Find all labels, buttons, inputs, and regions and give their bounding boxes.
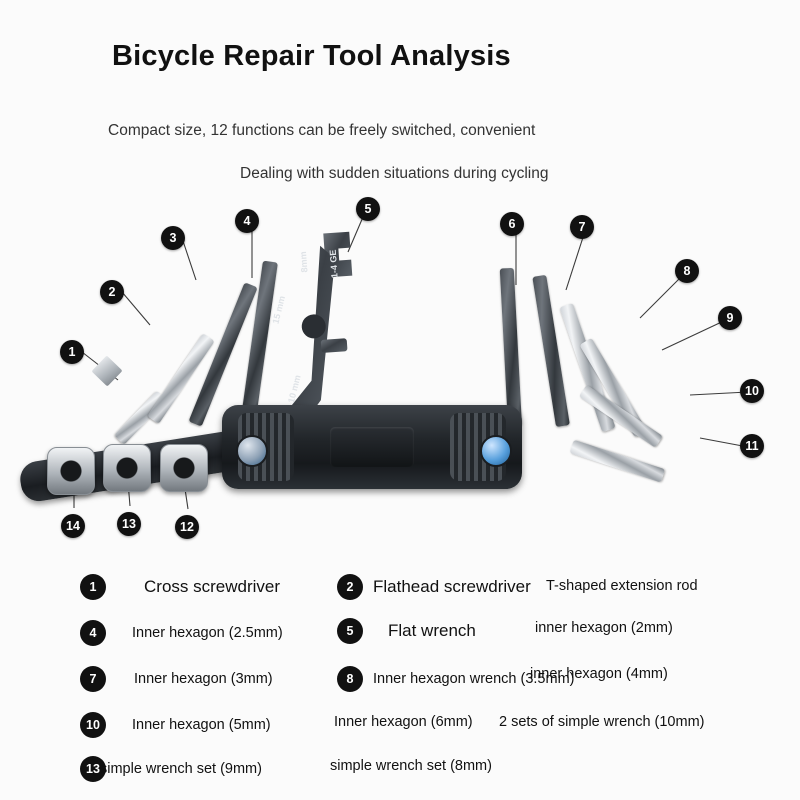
callout-12[interactable]: 12 xyxy=(175,515,199,539)
legend-bubble-13: 13 xyxy=(80,756,106,782)
legend-label-2: Flathead screwdriver xyxy=(373,577,531,596)
callout-9[interactable]: 9 xyxy=(718,306,742,330)
legend-item-4 xyxy=(80,620,283,646)
multitool-body xyxy=(222,405,522,489)
legend xyxy=(0,560,800,800)
legend-item-7 xyxy=(80,666,273,692)
subtitle-line-1: Compact size, 12 functions can be freely switched, convenient xyxy=(108,122,536,139)
legend-item-1 xyxy=(80,574,280,600)
socket-12-10mm xyxy=(160,444,208,492)
callout-4[interactable]: 4 xyxy=(235,209,259,233)
multitool-illustration xyxy=(0,190,800,560)
legend-bubble-10: 10 xyxy=(80,712,106,738)
callout-8[interactable]: 8 xyxy=(675,259,699,283)
callout-3[interactable]: 3 xyxy=(161,226,185,250)
legend-item-12 xyxy=(499,714,704,730)
legend-bubble-8: 8 xyxy=(337,666,363,692)
legend-bubble-5: 5 xyxy=(337,618,363,644)
legend-label-11: Inner hexagon (6mm) xyxy=(334,714,473,730)
legend-item-2 xyxy=(337,574,531,600)
legend-bubble-2: 2 xyxy=(337,574,363,600)
socket-14-8mm xyxy=(47,447,95,495)
legend-label-8: Inner hexagon wrench (3.5mm) xyxy=(373,671,575,687)
legend-bubble-4: 4 xyxy=(80,620,106,646)
pivot-screw-left xyxy=(236,435,268,467)
wrench-label-10mm: 10 mm xyxy=(286,373,303,404)
callout-11[interactable]: 11 xyxy=(740,434,764,458)
socket-13-9mm xyxy=(103,444,151,492)
callout-13[interactable]: 13 xyxy=(117,512,141,536)
legend-item-6 xyxy=(535,620,673,636)
legend-item-9 xyxy=(530,666,668,682)
legend-bubble-7: 7 xyxy=(80,666,106,692)
legend-item-14 xyxy=(330,758,492,774)
callout-5[interactable]: 5 xyxy=(356,197,380,221)
legend-bubble-1: 1 xyxy=(80,574,106,600)
callout-1[interactable]: 1 xyxy=(60,340,84,364)
legend-label-13: simple wrench set (9mm) xyxy=(100,761,262,777)
legend-label-14: simple wrench set (8mm) xyxy=(330,758,492,774)
pivot-screw-right xyxy=(480,435,512,467)
leader-lines xyxy=(0,190,800,560)
tool-blade-5-flat-wrench xyxy=(261,227,379,434)
legend-item-3 xyxy=(546,578,698,594)
legend-label-4: Inner hexagon (2.5mm) xyxy=(132,625,283,641)
legend-label-9: inner hexagon (4mm) xyxy=(530,666,668,682)
legend-label-7: Inner hexagon (3mm) xyxy=(134,671,273,687)
legend-label-1: Cross screwdriver xyxy=(144,577,281,596)
legend-item-10 xyxy=(80,712,271,738)
callout-7[interactable]: 7 xyxy=(570,215,594,239)
legend-label-3: T-shaped extension rod xyxy=(546,578,698,594)
legend-item-5 xyxy=(337,618,476,644)
page-title: Bicycle Repair Tool Analysis xyxy=(112,40,511,72)
legend-label-6: inner hexagon (2mm) xyxy=(535,620,673,636)
wrench-label-14ge: 1-4 GE xyxy=(327,249,340,279)
wrench-label-15mm: 15 mm xyxy=(270,294,288,325)
callout-6[interactable]: 6 xyxy=(500,212,524,236)
callout-2[interactable]: 2 xyxy=(100,280,124,304)
callout-10[interactable]: 10 xyxy=(740,379,764,403)
legend-label-10: Inner hexagon (5mm) xyxy=(132,717,271,733)
legend-item-11 xyxy=(334,714,473,730)
legend-label-12: 2 sets of simple wrench (10mm) xyxy=(499,714,705,730)
subtitle-line-2: Dealing with sudden situations during cycling xyxy=(240,165,549,182)
legend-label-5: Flat wrench xyxy=(388,621,476,640)
legend-item-13 xyxy=(80,756,262,782)
wrench-label-8mm: 8mm xyxy=(298,251,310,273)
callout-14[interactable]: 14 xyxy=(61,514,85,538)
